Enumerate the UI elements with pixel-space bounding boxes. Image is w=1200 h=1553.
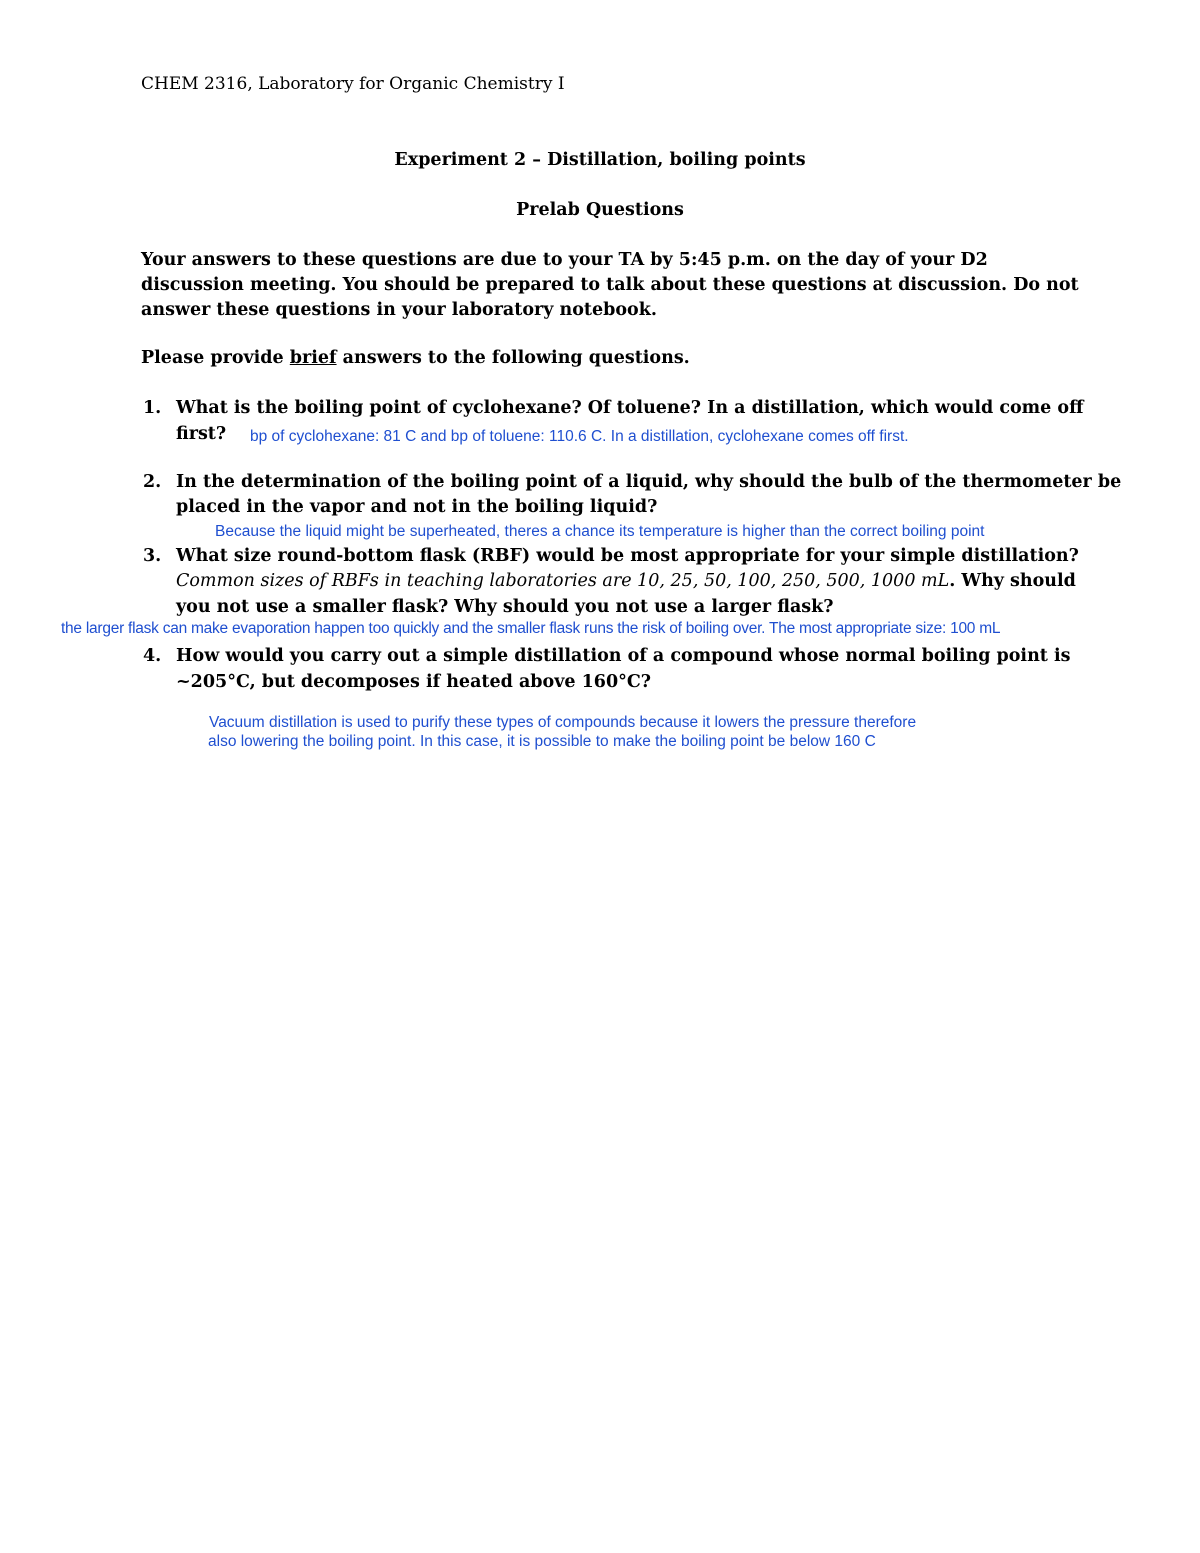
question-text: In the determination of the boiling point of a liquid, why should the bulb of the thermometer be — [176, 472, 1122, 492]
prompt-text: Please provide — [141, 348, 290, 368]
instructions-line: discussion meeting. You should be prepared to talk about these questions at discussion. Do not — [141, 275, 1079, 295]
question-text: What size round-bottom flask (RBF) would be most appropriate for your simple distillation? — [176, 546, 1079, 566]
prompt-text: answers to the following questions. — [336, 348, 690, 368]
question-number: 1. — [143, 398, 162, 418]
instructions-line: Your answers to these questions are due to your TA by 5:45 p.m. on the day of your D2 — [141, 250, 988, 270]
answer-text: also lowering the boiling point. In this case, it is possible to make the boiling point be below 160 C — [208, 733, 876, 750]
question-text: ~205°C, but decomposes if heated above 160°C? — [176, 672, 652, 692]
rbf-sizes-text: Common sizes of RBFs in teaching laboratories are 10, 25, 50, 100, 250, 500, 1000 mL — [176, 571, 950, 591]
page-title: Experiment 2 – Distillation, boiling points — [394, 150, 806, 170]
question-number: 2. — [143, 472, 162, 492]
instructions-line: answer these questions in your laboratory notebook. — [141, 300, 657, 320]
question-text — [176, 571, 1076, 591]
question-text: placed in the vapor and not in the boiling liquid? — [176, 497, 658, 517]
answer-text: Vacuum distillation is used to purify these types of compounds because it lowers the pressure therefore — [209, 714, 917, 731]
answer-text: Because the liquid might be superheated, theres a chance its temperature is higher than the correct boiling point — [215, 523, 985, 540]
question-text: What is the boiling point of cyclohexane? Of toluene? In a distillation, which would come off — [176, 398, 1084, 418]
question-number: 3. — [143, 546, 162, 566]
prompt-emphasis: brief — [289, 348, 337, 368]
question-text: How would you carry out a simple distillation of a compound whose normal boiling point is — [176, 646, 1071, 666]
question-number: 4. — [143, 646, 162, 666]
question-text: first? — [176, 424, 227, 444]
page-subtitle: Prelab Questions — [516, 200, 684, 220]
question-text-rest: . Why should — [949, 571, 1076, 591]
question-text: you not use a smaller flask? Why should you not use a larger flask? — [176, 597, 834, 617]
answer-text: the larger flask can make evaporation happen too quickly and the smaller flask runs the risk of boiling over. The most appropriate size: 100 mL — [61, 620, 1001, 637]
course-header: CHEM 2316, Laboratory for Organic Chemistry I — [141, 74, 565, 94]
questions-prompt — [141, 348, 690, 368]
answer-text: bp of cyclohexane: 81 C and bp of toluene: 110.6 C. In a distillation, cyclohexane comes off first. — [250, 428, 909, 445]
